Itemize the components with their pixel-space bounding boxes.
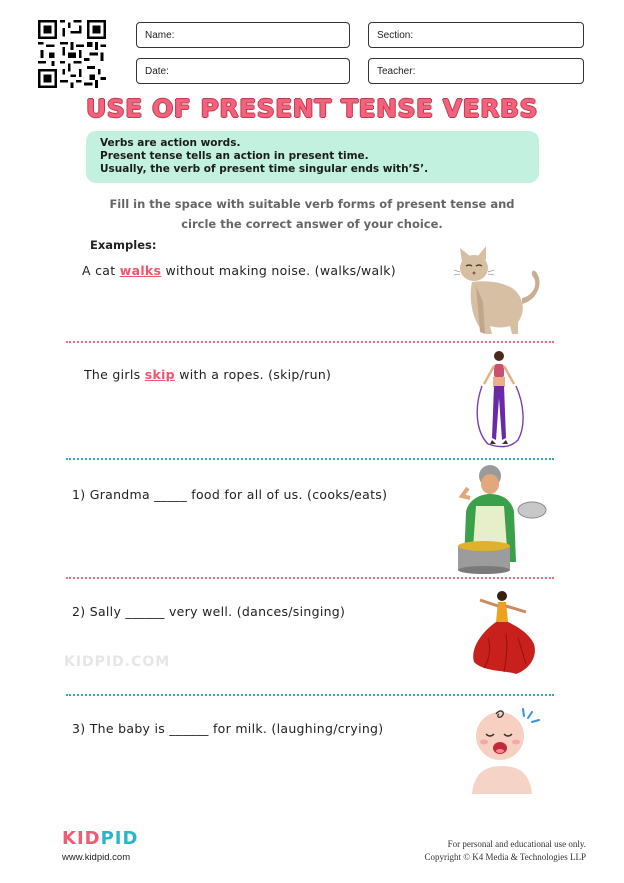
- instruction-line: Fill in the space with suitable verb forms of present tense and: [109, 197, 515, 211]
- dancer-icon: [466, 588, 540, 676]
- name-field[interactable]: [136, 22, 350, 48]
- divider: [66, 577, 554, 579]
- qr-code-icon: [38, 20, 106, 88]
- info-box: [86, 131, 539, 183]
- divider: [66, 458, 554, 460]
- crying-baby-icon: [462, 704, 542, 794]
- grandma-cooking-icon: [450, 462, 550, 574]
- info-line: Verbs are action words.: [100, 137, 241, 149]
- info-line: Usually, the verb of present time singular ends with’S’.: [100, 163, 429, 175]
- verb-answer: walks: [119, 263, 162, 278]
- watermark: KIDPID.COM: [64, 654, 171, 670]
- teacher-label: Teacher:: [377, 66, 416, 77]
- date-field[interactable]: [136, 58, 350, 84]
- logo-text: KID: [62, 828, 101, 849]
- sentence-text: A cat: [82, 263, 120, 278]
- divider: [66, 694, 554, 696]
- section-label: Section:: [377, 30, 414, 41]
- name-label: Name:: [145, 30, 175, 41]
- skipping-girl-icon: [472, 348, 526, 448]
- question-3: 3) The baby is ______ for milk. (laughing/crying): [72, 721, 384, 736]
- divider: [66, 341, 554, 343]
- teacher-field[interactable]: [368, 58, 584, 84]
- sentence-text: with a ropes. (skip/run): [174, 367, 332, 382]
- instructions: [80, 194, 544, 234]
- sentence-text: without making noise. (walks/walk): [161, 263, 396, 278]
- cat-icon: [452, 242, 548, 338]
- section-field[interactable]: [368, 22, 584, 48]
- date-label: Date:: [145, 66, 169, 77]
- question-1: 1) Grandma _____ food for all of us. (cooks/eats): [72, 487, 388, 502]
- examples-heading: Examples:: [90, 238, 157, 252]
- verb-answer: skip: [144, 367, 175, 382]
- logo-url: www.kidpid.com: [62, 852, 131, 863]
- kidpid-logo: [62, 828, 138, 849]
- example-sentence-2: [84, 367, 331, 382]
- logo-text: PID: [100, 828, 139, 849]
- footer-copyright: [424, 838, 586, 864]
- question-2: 2) Sally ______ very well. (dances/singing): [72, 604, 346, 619]
- sentence-text: The girls: [84, 367, 145, 382]
- footer-line: For personal and educational use only.: [447, 839, 586, 849]
- info-line: Present tense tells an action in present time.: [100, 150, 369, 162]
- instruction-line: circle the correct answer of your choice.: [181, 217, 443, 231]
- page-title: USE OF PRESENT TENSE VERBS: [85, 94, 539, 123]
- footer-line: Copyright © K4 Media & Technologies LLP: [424, 852, 586, 862]
- example-sentence-1: [82, 263, 396, 278]
